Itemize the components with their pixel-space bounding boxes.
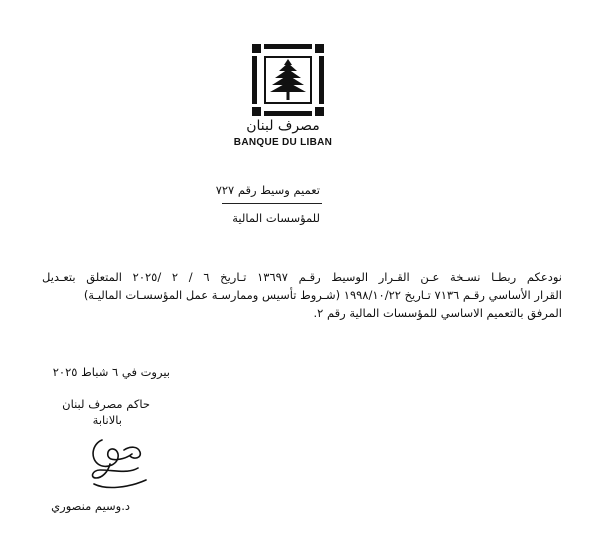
body-line: نودعكم ربطـا نسـخة عـن القـرار الوسيط رقـم ١٣٦٩٧ تـاريخ ٦ / ٢ /٢٠٢٥ المتعلق بتعـديل xyxy=(42,270,562,284)
body-line: القرار الأساسي رقـم ٧١٣٦ تـاريخ ١٩٩٨/١٠/٢٢ (شـروط تأسيس وممارسـة عمل المؤسسـات الماليـة) xyxy=(83,288,562,302)
circular-title: تعميم وسيط رقم ٧٢٧ xyxy=(215,183,320,197)
signer-name: د.وسيم منصوري xyxy=(51,499,130,513)
cedar-tree-emblem-icon xyxy=(252,44,324,116)
place-and-date: بيروت في ٦ شباط ٢٠٢٥ xyxy=(52,365,170,379)
circular-body xyxy=(42,268,562,322)
circular-recipient: للمؤسسات المالية xyxy=(232,211,320,225)
signer-title: حاكم مصرف لبنان xyxy=(62,397,150,411)
title-divider xyxy=(222,203,322,204)
body-line: المرفق بالتعميم الاساسي للمؤسسات المالية رقم ٢. xyxy=(313,306,562,320)
bank-name-arabic: مصرف لبنان xyxy=(246,118,320,134)
handwritten-signature-icon xyxy=(80,430,160,492)
bank-name-english: BANQUE DU LIBAN xyxy=(233,137,333,148)
signer-capacity: بالانابة xyxy=(92,413,122,427)
